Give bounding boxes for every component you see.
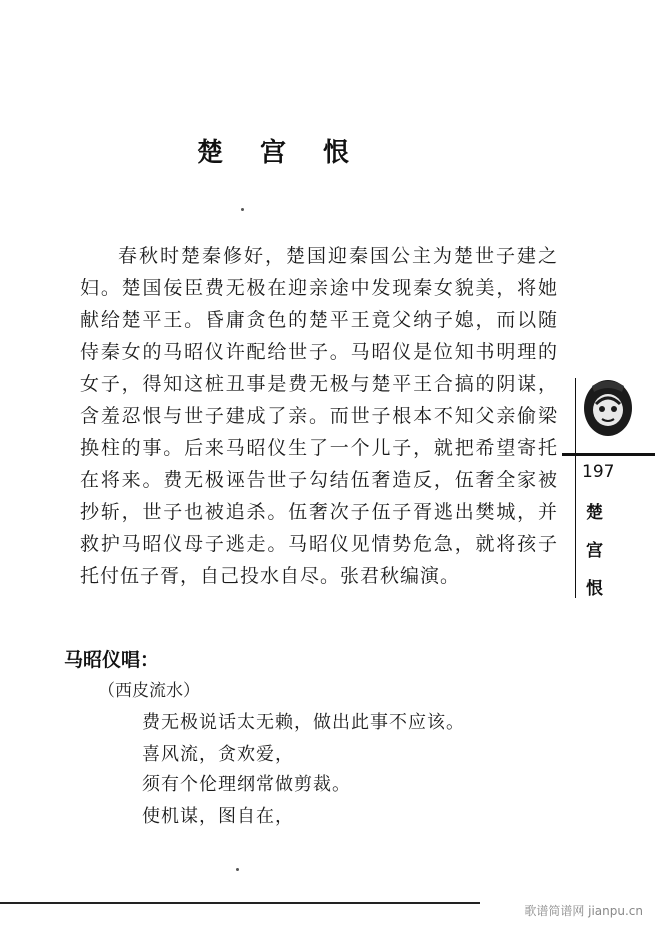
side-margin-line bbox=[575, 378, 576, 598]
lyric-line: 喜风流，贪欢爱， bbox=[142, 744, 294, 765]
tune-label: （西皮流水） bbox=[98, 681, 200, 701]
watermark: 歌谱简谱网 jianpu.cn bbox=[524, 904, 643, 918]
opera-mask-icon bbox=[578, 378, 634, 442]
side-running-title: 楚宫恨 bbox=[586, 503, 603, 599]
intro-paragraph: 春秋时楚秦修好，楚国迎秦国公主为楚世子建之妇。楚国佞臣费无极在迎亲途中发现秦女貌美，将她献给楚平王。昏庸贪色的楚平王竟父纳子媳，而以随侍秦女的马昭仪许配给世子。马昭仪是位知书明理的女子，得知这桩丑事是费无极与楚平王合搞的阴谋，含羞忍恨与世子建成了亲。而世子根本不知父亲偷梁换柱的事。后来马昭仪生了一个儿子，就把希望寄托在将来。费无极诬告世子勾结伍奢造反，伍奢全家被抄斩，世子也被追杀。伍奢次子伍子胥逃出樊城，并救护马昭仪母子逃走。马昭仪见情势危急，就将孩子托付伍子胥，自己投水自尽。张君秋编演。 bbox=[80, 245, 558, 587]
print-speck bbox=[236, 868, 239, 871]
print-speck bbox=[241, 208, 244, 211]
role-label: 马昭仪唱： bbox=[64, 649, 160, 671]
side-rule bbox=[562, 453, 655, 456]
page-number: 197 bbox=[582, 462, 615, 482]
lyric-line: 费无极说话太无赖，做出此事不应该。 bbox=[142, 712, 465, 733]
lyric-line: 使机谋，图自在， bbox=[142, 806, 294, 827]
bottom-rule bbox=[0, 902, 480, 904]
page-title: 楚 宫 恨 bbox=[196, 138, 364, 168]
lyric-line: 须有个伦理纲常做剪裁。 bbox=[142, 774, 351, 795]
